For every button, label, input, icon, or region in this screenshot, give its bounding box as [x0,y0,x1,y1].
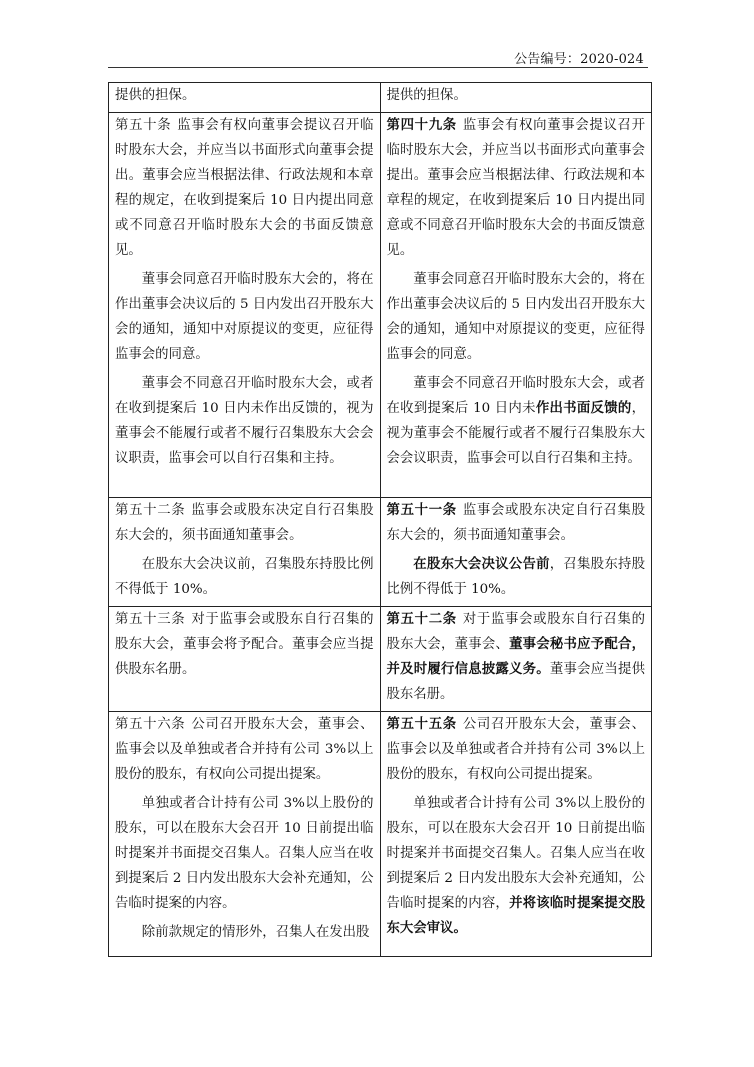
article-text: 监事会或股东决定自行召集股东大会的，须书面通知董事会。 [115,503,374,543]
article-text: 对于监事会或股东自行召集的股东大会，董事会、 [386,612,646,652]
table-row [109,498,652,607]
original-article-cell [109,607,381,712]
article-label: 第五十二条 [115,503,186,518]
article-paragraph [115,113,374,263]
article-paragraph [115,712,374,787]
article-text: 监事会有权向董事会提议召开临时股东大会，并应当以书面形式向董事会提出。董事会应当根据法律、行政法规和本章程的规定，在收到提案后 10 日内提出同意或不同意召开临时股东大会的书面反馈意见。 [386,118,646,258]
original-article-cell [109,113,381,498]
article-paragraph: 董事会同意召开临时股东大会的，将在作出董事会决议后的 5 日内发出召开股东大会的通知，通知中对原提议的变更，应征得监事会的同意。 [386,272,645,362]
table-row [109,712,652,957]
article-text: 提供的担保。 [386,88,467,103]
article-paragraph [387,712,646,787]
article-paragraph: 除前款规定的情形外，召集人在发出股 [141,925,370,940]
revised-text: 在股东大会决议公告前 [413,556,550,572]
article-label: 第四十九条 [386,117,457,133]
article-text: 董事会不同意召开临时股东大会，或者在收到提案后 10 日内未 [386,376,645,416]
article-paragraph [387,113,646,263]
revised-article-cell [380,712,652,957]
revised-article-cell [380,83,652,113]
article-paragraph [115,607,374,682]
table-row [109,607,652,712]
article-paragraph [387,552,646,602]
article-label: 第五十条 [115,118,172,133]
article-text: 单独或者合计持有公司 3%以上股份的股东，可以在股东大会召开 10 日前提出临时提案并书面提交召集人。召集人应当在收到提案后 2 日内发出股东大会补充通知，公告临时提案的内容， [386,796,645,911]
article-label: 第五十一条 [386,502,457,518]
original-article-cell [109,712,381,957]
article-paragraph [387,498,646,548]
article-text: 提供的担保。 [115,88,196,103]
article-paragraph: 董事会不同意召开临时股东大会，或者在收到提案后 10 日内未作出反馈的，视为董事会不能履行或者不履行召集股东大会会议职责，监事会可以自行召集和主持。 [115,376,374,466]
amendment-comparison-table [108,82,652,957]
article-paragraph: 在股东大会决议前，召集股东持股比例不得低于 10%。 [115,557,374,597]
article-paragraph [387,371,646,471]
article-label: 第五十五条 [386,716,457,732]
article-label: 第五十三条 [115,612,186,627]
article-text: 监事会或股东决定自行召集股东大会的，须书面通知董事会。 [386,503,646,543]
article-text: 监事会有权向董事会提议召开临时股东大会，并应当以书面形式向董事会提出。董事会应当根据法律、行政法规和本章程的规定，在收到提案后 10 日内提出同意或不同意召开临时股东大会的书面反馈意见。 [115,118,374,258]
revised-article-cell [380,607,652,712]
article-text: 董事会应当提供股东名册。 [386,662,645,702]
header-rule [108,67,648,68]
article-text: 公司召开股东大会，董事会、监事会以及单独或者合并持有公司 3%以上股份的股东，有权向公司提出提案。 [115,717,374,782]
article-paragraph: 单独或者合计持有公司 3%以上股份的股东，可以在股东大会召开 10 日前提出临时提案并书面提交召集人。召集人应当在收到提案后 2 日内发出股东大会补充通知，公告临时提案的内容。 [115,796,374,911]
article-paragraph [115,498,374,548]
revised-text: 并将该临时提案提交股东大会审议。 [386,895,646,936]
original-article-cell [109,498,381,607]
announcement-number: 公告编号：2020-024 [514,52,644,67]
table-row [109,113,652,498]
article-paragraph: 董事会同意召开临时股东大会的，将在作出董事会决议后的 5 日内发出召开股东大会的通知，通知中对原提议的变更，应征得监事会的同意。 [115,272,374,362]
article-paragraph [387,791,646,941]
revised-article-cell [380,498,652,607]
revised-text: 董事会秘书应予配合，并及时履行信息披露义务。 [386,636,646,677]
table-row [109,83,652,113]
article-text: ，视为董事会不能履行或者不履行召集股东大会会议职责，监事会可以自行召集和主持。 [386,401,645,466]
revised-text: 作出书面反馈的 [535,400,632,416]
article-text: 公司召开股东大会，董事会、监事会以及单独或者合并持有公司 3%以上股份的股东，有权向公司提出提案。 [386,717,646,782]
article-paragraph [387,607,646,707]
original-article-cell [109,83,381,113]
article-text: 对于监事会或股东自行召集的股东大会，董事会将予配合。董事会应当提供股东名册。 [115,612,374,677]
article-label: 第五十二条 [386,611,457,627]
article-label: 第五十六条 [115,717,186,732]
article-text: ，召集股东持股比例不得低于 10%。 [386,557,646,597]
revised-article-cell [380,113,652,498]
